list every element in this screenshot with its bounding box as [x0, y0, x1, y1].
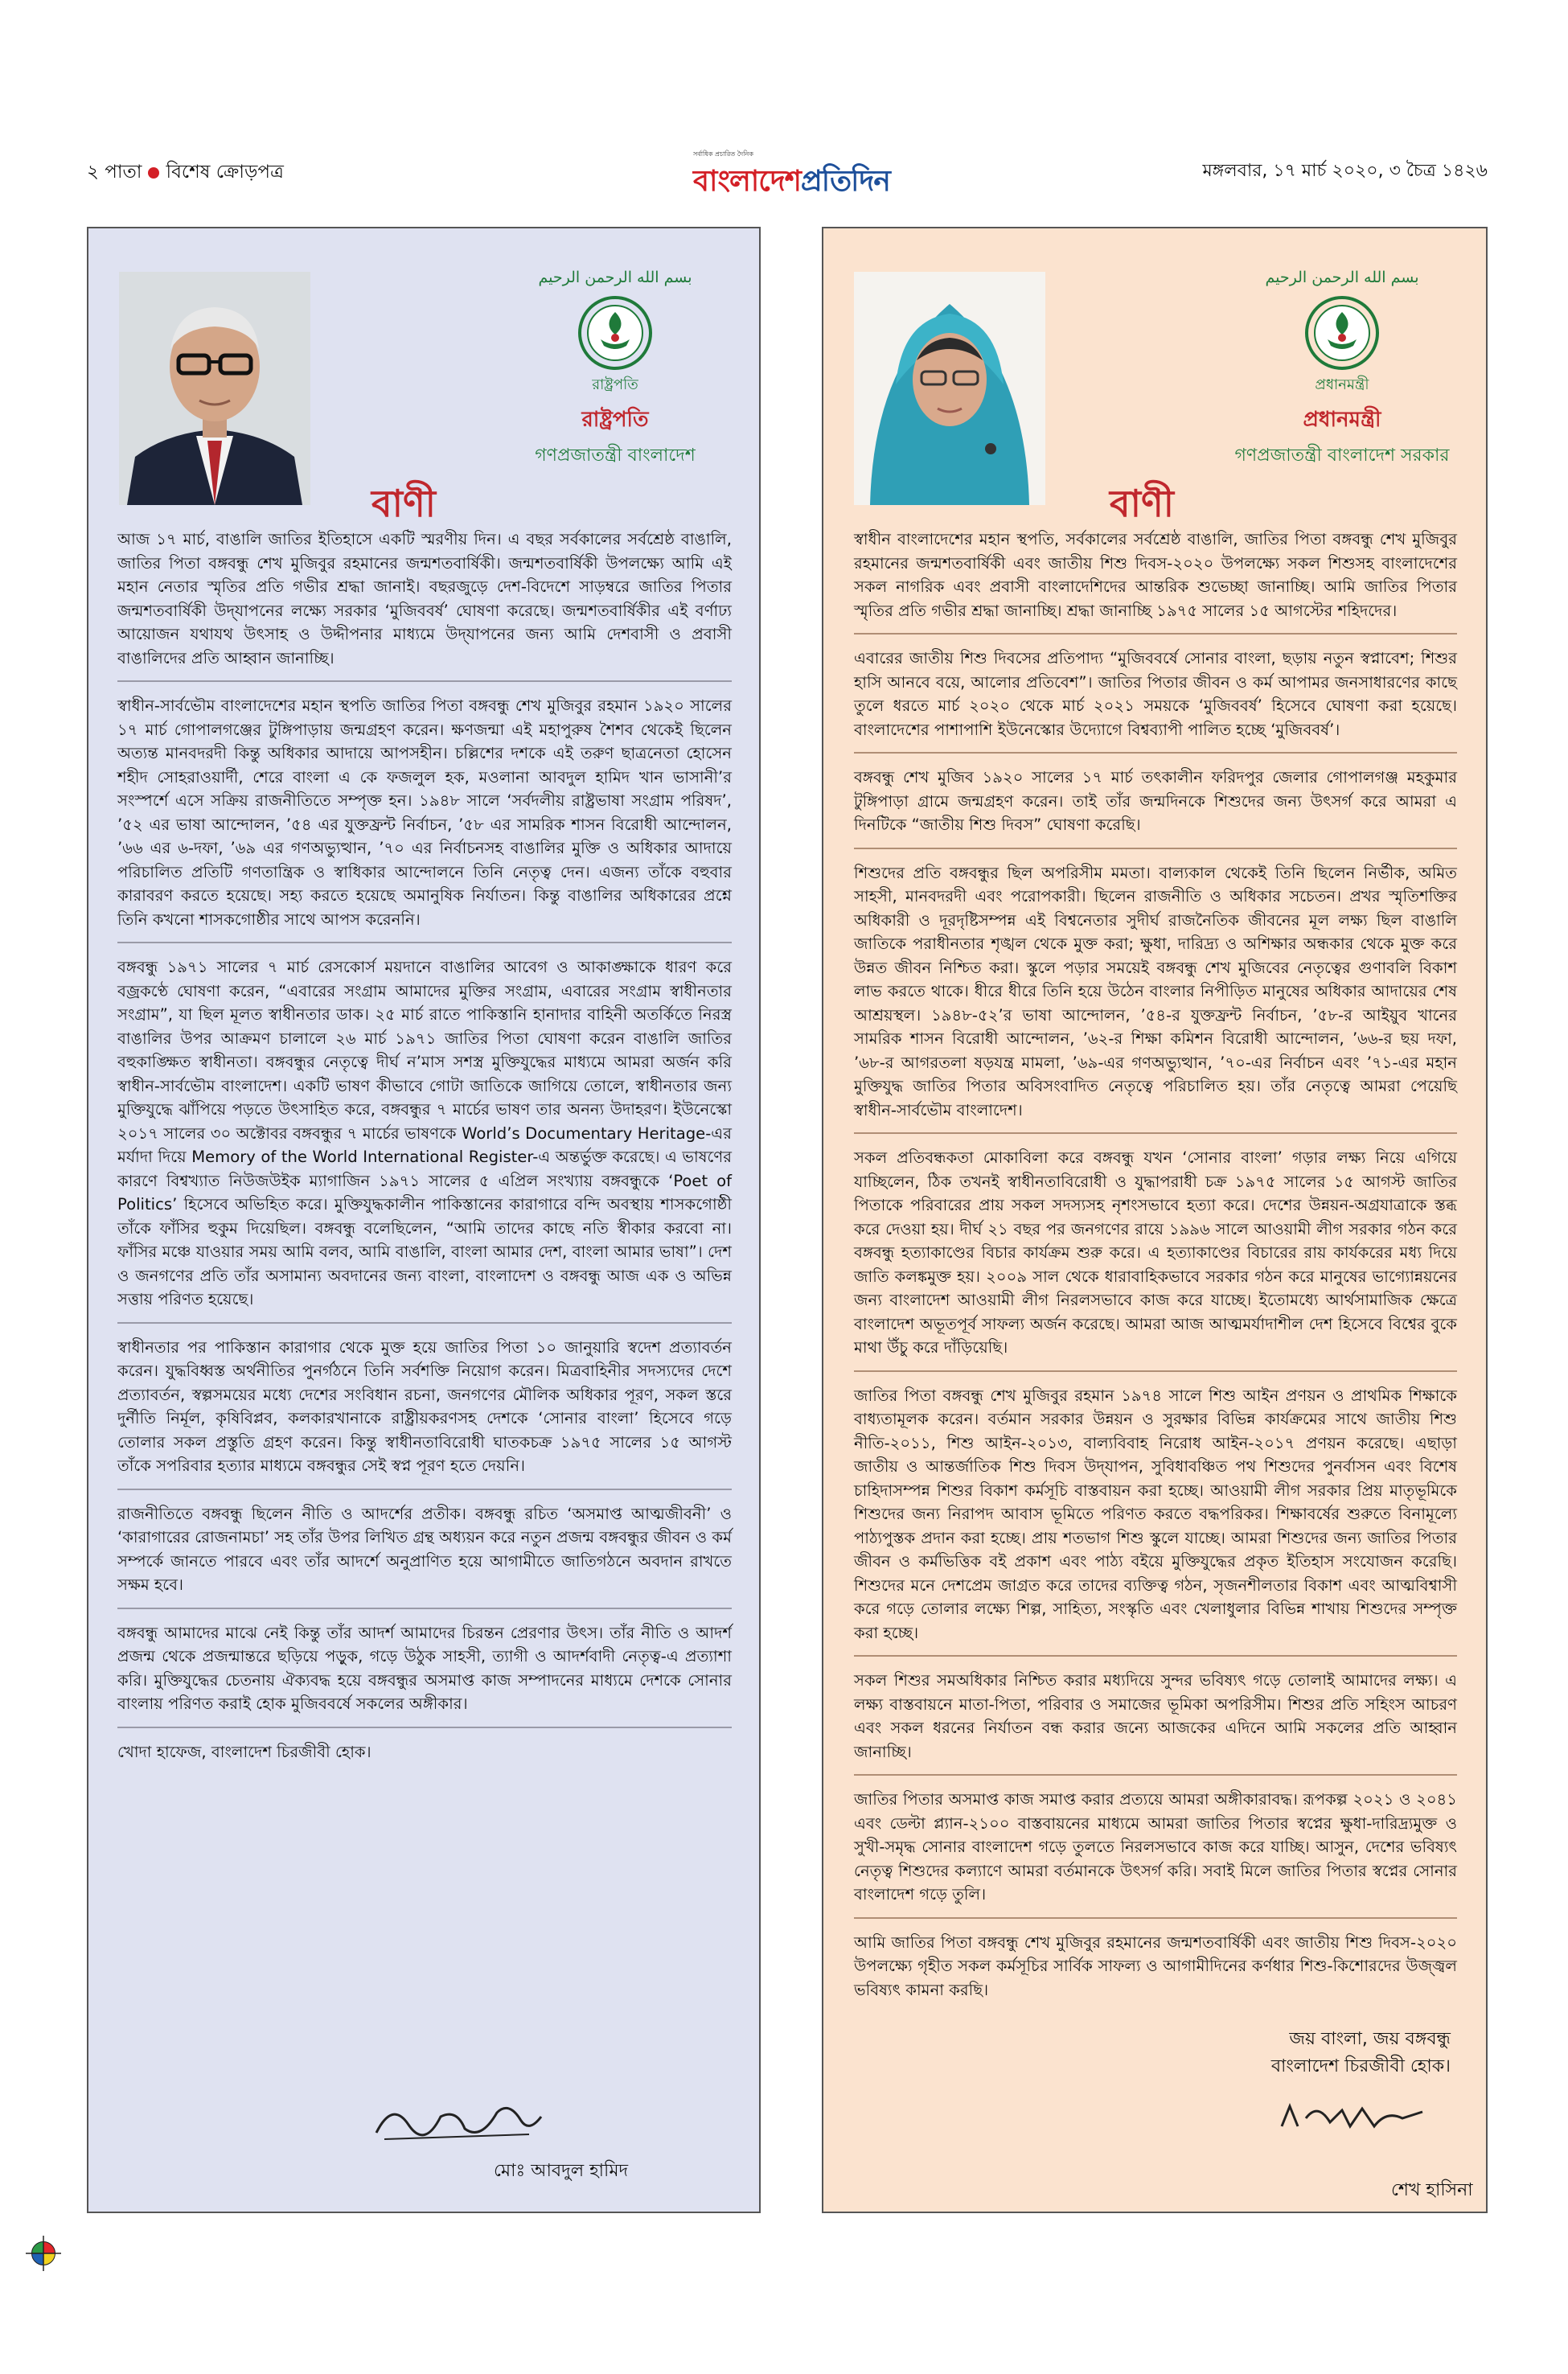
bangladesh-emblem-icon [1303, 294, 1381, 372]
prime-minister-signature [1274, 2094, 1435, 2142]
signer-name: শেখ হাসিনা [1391, 2180, 1473, 2200]
office-title: প্রধানমন্ত্রী [1303, 408, 1381, 432]
office-title: রাষ্ট্রপতি [581, 408, 649, 432]
masthead-title-part1: বাংলাদেশ [693, 164, 801, 198]
president-signature [360, 2093, 553, 2149]
message-body [117, 528, 732, 1786]
president-emblem-block [507, 265, 724, 471]
paragraph: এবারের জাতীয় শিশু দিবসের প্রতিপাদ্য “মুজিববর্ষে সোনার বাংলা, ছড়ায় নতুন স্বপ্নাবেশ; শিশুর হাসি আনবে বয়ে, আলোর প্রতিবেশ”। জাতির পিতার জীবন ও কর্ম আপামর জনসাধারণের কাছে তুলে ধরতে মার্চ ২০২০ থেকে মার্চ ২০২১ সময়কে ‘মুজিববর্ষ’ হিসেবে ঘোষণা করা হয়েছে। বাংলাদেশের পাশাপাশি ইউনেস্কোর উদ্যোগে বিশ্বব্যাপী পালিত হচ্ছে ‘মুজিববর্ষ’। [854, 647, 1457, 754]
paragraph: আমি জাতির পিতা বঙ্গবন্ধু শেখ মুজিবুর রহমানের জন্মশতবার্ষিকী এবং জাতীয় শিশু দিবস-২০২০ উপলক্ষ্যে গৃহীত সকল কর্মসূচির সার্বিক সাফল্য ও আগামীদিনের কর্ণধার শিশু-কিশোরদের উজ্জ্বল ভবিষ্যৎ কামনা করছি। [854, 1932, 1457, 1999]
prime-minister-emblem-block [1233, 265, 1451, 471]
issue-date: মঙ্গলবার, ১৭ মার্চ ২০২০, ৩ চৈত্র ১৪২৬ [1202, 161, 1488, 181]
paragraph: রাজনীতিতে বঙ্গবন্ধু ছিলেন নীতি ও আদর্শের প্রতীক। বঙ্গবন্ধু রচিত ‘অসমাপ্ত আত্মজীবনী’ ও ‘কারাগারের রোজনামচা’ সহ তাঁর উপর লিখিত গ্রন্থ অধ্যয়ন করে নতুন প্রজন্ম বঙ্গবন্ধুর জীবন ও কর্ম সম্পর্কে জানতে পারবে এবং তাঁর আদর্শে অনুপ্রাণিত হয়ে আগামীতে জাতিগঠনে অবদান রাখতে সক্ষম হবে। [117, 1502, 732, 1609]
closing-slogan [1271, 2026, 1451, 2080]
signer-name: মোঃ আবদুল হামিদ [494, 2161, 629, 2181]
prime-minister-portrait [854, 272, 1045, 505]
emblem-label: রাষ্ট্রপতি [592, 376, 638, 393]
paragraph: বঙ্গবন্ধু ১৯৭১ সালের ৭ মার্চ রেসকোর্স ময়দানে বাঙালির আবেগ ও আকাঙ্ক্ষাকে ধারণ করে বজ্রকণ্ঠে ঘোষণা করেন, “এবারের সংগ্রাম আমাদের মুক্তির সংগ্রাম, এবারের সংগ্রাম স্বাধীনতার সংগ্রাম”, যা ছিল মূলত স্বাধীনতার ডাক। ২৫ মার্চ রাতে পাকিস্তানি হানাদার বাহিনী অতর্কিতে নিরস্ত্র বাঙালির উপর আক্রমণ চালালে ২৬ মার্চ ১৯৭১ জাতির পিতা ঘোষণা করেন বাঙালি জাতির বহুকাঙ্ক্ষিত স্বাধীনতা। বঙ্গবন্ধুর নেতৃত্বে দীর্ঘ ন’মাস সশস্ত্র মুক্তিযুদ্ধের মাধ্যমে আমরা অর্জন করি স্বাধীন-সার্বভৌম বাংলাদেশ। একটি ভাষণ কীভাবে গোটা জাতিকে জাগিয়ে তোলে, স্বাধীনতার জন্য মুক্তিযুদ্ধে ঝাঁপিয়ে পড়তে উৎসাহিত করে, বঙ্গবন্ধুর ৭ মার্চের ভাষণ তার অনন্য উদাহরণ। ইউনেস্কো ২০১৭ সালের ৩০ অক্টোবর বঙ্গবন্ধুর ৭ মার্চের ভাষণকে World’s Documentary Heritage-এর মর্যাদা দিয়ে Memory of the World International Register-এ অন্তর্ভুক্ত করেছে। এ ভাষণের কারণে বিশ্বখ্যাত নিউজউইক ম্যাগাজিন ১৯৭১ সালের ৫ এপ্রিল সংখ্যায় বঙ্গবন্ধুকে ‘Poet of Politics’ হিসেবে অভিহিত করে। মুক্তিযুদ্ধকালীন পাকিস্তানের কারাগারে বন্দি অবস্থায় শাসকগোষ্ঠী তাঁকে ফাঁসির হুকুম দিয়েছিল। বঙ্গবন্ধু বলেছিলেন, “আমি তাদের কাছে নতি স্বীকার করবো না। ফাঁসির মঞ্চে যাওয়ার সময় আমি বলব, আমি বাঙালি, বাংলা আমার দেশ, বাংলা আমার ভাষা”। দেশ ও জনগণের প্রতি তাঁর অসামান্য অবদানের জন্য বাংলা, বাংলাদেশ ও বঙ্গবন্ধু আজ এক ও অভিন্ন সত্তায় পরিণত হয়েছে। [117, 955, 732, 1324]
government-name: গণপ্রজাতন্ত্রী বাংলাদেশ [535, 446, 696, 466]
page-header [0, 0, 1568, 233]
page-number: ২ পাতা [87, 162, 142, 183]
paragraph: জাতির পিতা বঙ্গবন্ধু শেখ মুজিবুর রহমান ১৯৭৪ সালে শিশু আইন প্রণয়ন ও প্রাথমিক শিক্ষাকে বাধ্যতামূলক করেন। বর্তমান সরকার উন্নয়ন ও সুরক্ষার বিভিন্ন কার্যক্রমের সাথে জাতীয় শিশু নীতি-২০১১, শিশু আইন-২০১৩, বাল্যবিবাহ নিরোধ আইন-২০১৭ প্রণয়ন করেছে। এছাড়া জাতীয় ও আন্তর্জাতিক শিশু দিবস উদ্‌যাপন, সুবিধাবঞ্চিত পথ শিশুদের পুনর্বাসন এবং বিশেষ চাহিদাসম্পন্ন শিশুর বিকাশ কর্মসূচি বাস্তবায়ন করা হচ্ছে। আওয়ামী লীগ সরকার প্রিয় মাতৃভূমিকে শিশুদের জন্য নিরাপদ আবাস ভূমিতে পরিণত করতে বদ্ধপরিকর। শিক্ষাবর্ষের শুরুতে বিনামূল্যে পাঠ্যপুস্তক প্রদান করা হচ্ছে। প্রায় শতভাগ শিশু স্কুলে যাচ্ছে। আমরা শিশুদের জন্য জাতির পিতার জীবন ও কর্মভিত্তিক বই প্রকাশ এবং পাঠ্য বইয়ে মুক্তিযুদ্ধের প্রকৃত ইতিহাস সংযোজন করেছি। শিশুদের মনে দেশপ্রেম জাগ্রত করে তাদের ব্যক্তিত্ব গঠন, সৃজনশীলতার বিকাশ এবং আত্মবিশ্বাসী করে গড়ে তোলার লক্ষ্যে শিল্প, সাহিত্য, সংস্কৃতি এবং খেলাধুলার বিভিন্ন শাখায় শিশুদের সম্পৃক্ত করা হচ্ছে। [854, 1384, 1457, 1657]
paragraph: সকল শিশুর সমঅধিকার নিশ্চিত করার মধ্যদিয়ে সুন্দর ভবিষ্যৎ গড়ে তোলাই আমাদের লক্ষ্য। এ লক্ষ্য বাস্তবায়নে মাতা-পিতা, পরিবার ও সমাজের ভূমিকা অপরিসীম। শিশুর প্রতি সহিংস আচরণ এবং সকল ধরনের নির্যাতন বন্ধ করার জন্যে আজকের এদিনে আমি সকলের প্রতি আহ্বান জানাচ্ছি। [854, 1669, 1457, 1776]
paragraph: বঙ্গবন্ধু আমাদের মাঝে নেই কিন্তু তাঁর আদর্শ আমাদের চিরন্তন প্রেরণার উৎস। তাঁর নীতি ও আদর্শ প্রজন্ম থেকে প্রজন্মান্তরে ছড়িয়ে পড়ুক, গড়ে উঠুক সাহসী, ত্যাগী ও আদর্শবাদী নেতৃত্ব-এ প্রত্যাশা করি। মুক্তিযুদ্ধের চেতনায় ঐক্যবদ্ধ হয়ে বঙ্গবন্ধুর অসমাপ্ত কাজ সম্পাদনের মাধ্যমে দেশকে সোনার বাংলায় পরিণত করাই হোক মুজিববর্ষে সকলের অঙ্গীকার। [117, 1621, 732, 1728]
bismillah-calligraphy: بسم الله الرحمن الرحيم [1265, 269, 1419, 286]
page-label [87, 157, 284, 188]
bangladesh-emblem-icon [577, 294, 654, 372]
red-dot-icon [148, 167, 159, 179]
section-name: বিশেষ ক্রোড়পত্র [166, 162, 284, 183]
masthead-logo [693, 150, 902, 198]
bismillah-calligraphy: بسم الله الرحمن الرحيم [538, 269, 692, 286]
paragraph: শিশুদের প্রতি বঙ্গবন্ধুর ছিল অপরিসীম মমতা। বাল্যকাল থেকেই তিনি ছিলেন নির্ভীক, অমিত সাহসী, মানবদরদী এবং পরোপকারী। ছিলেন রাজনীতি ও অধিকার সচেতন। প্রখর স্মৃতিশক্তির অধিকারী ও দূরদৃষ্টিসম্পন্ন এই বিশ্বনেতার সুদীর্ঘ রাজনৈতিক জীবনের মূল লক্ষ্য ছিল বাঙালি জাতিকে পরাধীনতার শৃঙ্খল থেকে মুক্ত করা; ক্ষুধা, দারিদ্র্য ও অশিক্ষার অন্ধকার থেকে মুক্ত করে উন্নত জীবন নিশ্চিত করা। স্কুলে পড়ার সময়েই বঙ্গবন্ধু শেখ মুজিবের নেতৃত্বের গুণাবলি বিকাশ লাভ করতে থাকে। ধীরে ধীরে তিনি হয়ে উঠেন বাংলার নিপীড়িত মানুষের অধিকার আদায়ের শেষ আশ্রয়স্থল। ১৯৪৮-৫২’র ভাষা আন্দোলন, ’৫৪-র যুক্তফ্রন্ট নির্বাচন, ’৫৮-র আইয়ুব খানের সামরিক শাসন বিরোধী আন্দোলন, ’৬২-র শিক্ষা কমিশন বিরোধী আন্দোলন, ’৬৬-র ছয় দফা, ’৬৮-র আগরতলা ষড়যন্ত্র মামলা, ’৬৯-এর গণঅভ্যুত্থান, ’৭০-এর নির্বাচন এবং ’৭১-এর মহান মুক্তিযুদ্ধ জাতির পিতার অবিসংবাদিত নেতৃত্বে পরিচালিত হয়। তাঁর নেতৃত্বে আমরা পেয়েছি স্বাধীন-সার্বভৌম বাংলাদেশ। [854, 861, 1457, 1135]
paragraph: সকল প্রতিবন্ধকতা মোকাবিলা করে বঙ্গবন্ধু যখন ‘সোনার বাংলা’ গড়ার লক্ষ্য নিয়ে এগিয়ে যাচ্ছিলেন, ঠিক তখনই স্বাধীনতাবিরোধী ও যুদ্ধাপরাধী চক্র ১৯৭৫ সালের ১৫ আগস্ট জাতির পিতাকে পরিবারের প্রায় সকল সদস্যসহ নৃশংসভাবে হত্যা করে। দেশের উন্নয়ন-অগ্রযাত্রাকে স্তব্ধ করে দেওয়া হয়। দীর্ঘ ২১ বছর পর জনগণের রায়ে ১৯৯৬ সালে আওয়ামী লীগ সরকার গঠন করে বঙ্গবন্ধু হত্যাকাণ্ডের বিচার কার্যক্রম শুরু করে। এ হত্যাকাণ্ডের বিচারের রায় কার্যকরের মধ্য দিয়ে জাতি কলঙ্কমুক্ত হয়। ২০০৯ সাল থেকে ধারাবাহিকভাবে সরকার গঠন করে মানুষের ভাগ্যোন্নয়নের জন্য বাংলাদেশ আওয়ামী লীগ নিরলসভাবে কাজ করে যাচ্ছে। ইতোমধ্যে আর্থসামাজিক ক্ষেত্রে বাংলাদেশ অভূতপূর্ব সাফল্য অর্জন করেছে। আমরা আজ আত্মমর্যাদাশীল দেশ হিসেবে বিশ্বের বুকে মাথা উঁচু করে দাঁড়িয়েছি। [854, 1146, 1457, 1372]
president-portrait-image [119, 272, 310, 505]
president-portrait [119, 272, 310, 505]
message-heading: বাণী [1110, 482, 1174, 525]
closing-line-1: জয় বাংলা, জয় বঙ্গবন্ধু [1289, 2029, 1451, 2049]
paragraph: স্বাধীন-সার্বভৌম বাংলাদেশের মহান স্থপতি জাতির পিতা বঙ্গবন্ধু শেখ মুজিবুর রহমান ১৯২০ সালের ১৭ মার্চ গোপালগঞ্জের টুঙ্গিপাড়ায় জন্মগ্রহণ করেন। ক্ষণজন্মা এই মহাপুরুষ শৈশব থেকেই ছিলেন অত্যন্ত মানবদরদী কিন্তু অধিকার আদায়ে আপসহীন। চল্লিশের দশকে এই তরুণ ছাত্রনেতা হোসেন শহীদ সোহরাওয়ার্দী, শেরে বাংলা এ কে ফজলুল হক, মওলানা আবদুল হামিদ খান ভাসানী’র সংস্পর্শে এসে সক্রিয় রাজনীতিতে সম্পৃক্ত হন। ১৯৪৮ সালে ‘সর্বদলীয় রাষ্ট্রভাষা সংগ্রাম পরিষদ’, ’৫২ এর ভাষা আন্দোলন, ’৫৪ এর যুক্তফ্রন্ট নির্বাচন, ’৫৮ এর সামরিক শাসন বিরোধী আন্দোলন, ’৬৬ এর ৬-দফা, ’৬৯ এর গণঅভ্যুত্থান, ’৭০ এর নির্বাচনসহ বাঙালির মুক্তি ও অধিকার আদায়ে পরিচালিত প্রতিটি গণতান্ত্রিক ও স্বাধিকার আন্দোলনে তিনি নেতৃত্ব দেন। এজন্য তাঁকে বহুবার কারাবরণ করতে হয়েছে। সহ্য করতে হয়েছে অমানুষিক নির্যাতন। কিন্তু বাঙালির অধিকারের প্রশ্নে তিনি কখনো শাসকগোষ্ঠীর সাথে আপস করেননি। [117, 694, 732, 943]
prime-minister-message-panel [822, 227, 1488, 2213]
closing-line-2: বাংলাদেশ চিরজীবী হোক। [1270, 2056, 1451, 2076]
paragraph: স্বাধীনতার পর পাকিস্তান কারাগার থেকে মুক্ত হয়ে জাতির পিতা ১০ জানুয়ারি স্বদেশ প্রত্যাবর্তন করেন। যুদ্ধবিধ্বস্ত অর্থনীতির পুনর্গঠনে তিনি সর্বশক্তি নিয়োগ করেন। মিত্রবাহিনীর সদস্যদের দেশে প্রত্যাবর্তন, স্বল্পসময়ের মধ্যে দেশের সংবিধান রচনা, জনগণের মৌলিক অধিকার পূরণ, সকল স্তরে দুর্নীতি নির্মূল, কৃষিবিপ্লব, কলকারখানাকে রাষ্ট্রীয়করণসহ দেশকে ‘সোনার বাংলা’ হিসেবে গড়ে তোলার সকল প্রস্তুতি গ্রহণ করেন। কিন্তু স্বাধীনতাবিরোধী ঘাতকচক্র ১৯৭৫ সালের ১৫ আগস্ট তাঁকে সপরিবার হত্যার মাধ্যমে বঙ্গবন্ধুর সেই স্বপ্ন পূরণ হতে দেয়নি। [117, 1336, 732, 1490]
closing-paragraph: খোদা হাফেজ, বাংলাদেশ চিরজীবী হোক। [117, 1742, 371, 1761]
masthead-title-part2: প্রতিদিন [800, 164, 890, 198]
paragraph: জাতির পিতার অসমাপ্ত কাজ সমাপ্ত করার প্রত্যয়ে আমরা অঙ্গীকারাবদ্ধ। রূপকল্প ২০২১ ও ২০৪১ এবং ডেল্টা প্ল্যান-২১০০ বাস্তবায়নের মাধ্যমে আমরা জাতির পিতার স্বপ্নের ক্ষুধা-দারিদ্র্যমুক্ত ও সুখী-সমৃদ্ধ সোনার বাংলাদেশ গড়ে তুলতে নিরলসভাবে কাজ করে যাচ্ছি। আসুন, দেশের ভবিষ্যৎ নেতৃত্ব শিশুদের কল্যাণে আমরা বর্তমানকে উৎসর্গ করি। সবাই মিলে জাতির পিতার স্বপ্নের সোনার বাংলাদেশ গড়ে তুলি। [854, 1788, 1457, 1919]
president-message-panel [87, 227, 761, 2213]
message-heading: বাণী [371, 482, 436, 525]
registration-mark-icon [26, 2236, 61, 2271]
paragraph: আজ ১৭ মার্চ, বাঙালি জাতির ইতিহাসে একটি স্মরণীয় দিন। এ বছর সর্বকালের সর্বশ্রেষ্ঠ বাঙালি, জাতির পিতা বঙ্গবন্ধু শেখ মুজিবুর রহমানের জন্মশতবার্ষিকী। জন্মশতবার্ষিকী উপলক্ষ্যে আমি এই মহান নেতার স্মৃতির প্রতি গভীর শ্রদ্ধা জানাই। বছরজুড়ে দেশ-বিদেশে সাড়ম্বরে জাতির পিতার জন্মশতবার্ষিকী উদ্‌যাপনের লক্ষ্যে সরকার ‘মুজিববর্ষ’ ঘোষণা করেছে। জন্মশতবার্ষিকীর এই বর্ণাঢ্য আয়োজন যথাযথ উৎসাহ ও উদ্দীপনার মাধ্যমে উদ্‌যাপনের জন্য আমি দেশবাসী ও প্রবাসী বাঙালিদের প্রতি আহ্বান জানাচ্ছি। [117, 528, 732, 682]
masthead-tagline: সর্বাধিক প্রচারিত দৈনিক [693, 150, 753, 158]
prime-minister-portrait-image [854, 272, 1045, 505]
paragraph: স্বাধীন বাংলাদেশের মহান স্থপতি, সর্বকালের সর্বশ্রেষ্ঠ বাঙালি, জাতির পিতা বঙ্গবন্ধু শেখ মুজিবুর রহমানের জন্মশতবার্ষিকী এবং জাতীয় শিশু দিবস-২০২০ উপলক্ষ্যে সকল শিশুসহ বাংলাদেশের সকল নাগরিক এবং প্রবাসী বাংলাদেশিদের আন্তরিক শুভেচ্ছা জানাচ্ছি। আমি জাতির পিতার স্মৃতির প্রতি গভীর শ্রদ্ধা জানাচ্ছি। শ্রদ্ধা জানাচ্ছি ১৯৭৫ সালের ১৫ আগস্টের শহিদদের। [854, 528, 1457, 635]
emblem-label: প্রধানমন্ত্রী [1315, 376, 1369, 393]
masthead-title [693, 159, 890, 207]
message-body [854, 528, 1457, 2024]
paragraph: বঙ্গবন্ধু শেখ মুজিব ১৯২০ সালের ১৭ মার্চ তৎকালীন ফরিদপুর জেলার গোপালগঞ্জ মহকুমার টুঙ্গিপাড়া গ্রামে জন্মগ্রহণ করেন। তাই তাঁর জন্মদিনকে শিশুদের জন্য উৎসর্গ করে আমরা এ দিনটিকে “জাতীয় শিশু দিবস” ঘোষণা করেছি। [854, 766, 1457, 849]
government-name: গণপ্রজাতন্ত্রী বাংলাদেশ সরকার [1234, 446, 1450, 466]
